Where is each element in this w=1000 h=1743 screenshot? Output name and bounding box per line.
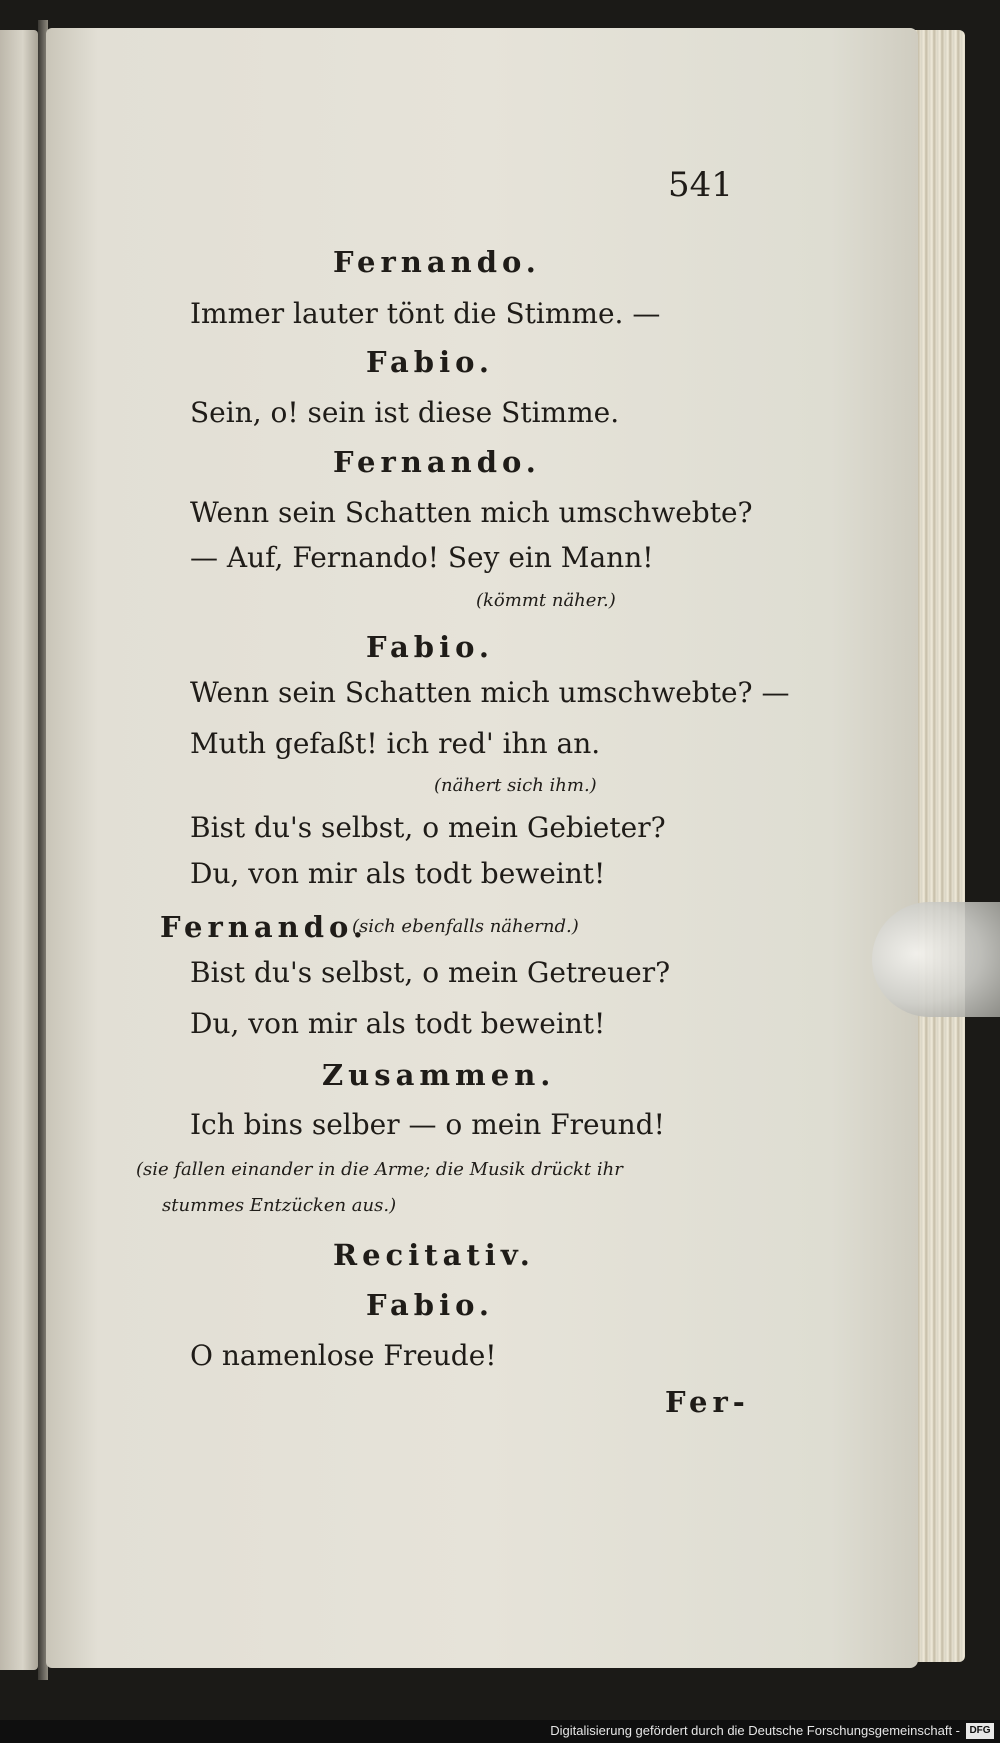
stage-direction: (kömmt näher.): [476, 590, 616, 611]
verse-line: O namenlose Freude!: [190, 1339, 497, 1372]
stage-direction: (nähert sich ihm.): [434, 775, 597, 796]
stage-direction: (sich ebenfalls nähernd.): [352, 916, 579, 937]
dfg-logo: DFG: [966, 1723, 994, 1739]
speaker-label: Fabio.: [366, 630, 495, 664]
page-number: 541: [668, 165, 733, 205]
speaker-label: Fernando.: [333, 445, 541, 479]
speaker-label: Fabio.: [366, 345, 495, 379]
verse-line: Ich bins selber — o mein Freund!: [190, 1108, 665, 1141]
verse-line: Bist du's selbst, o mein Getreuer?: [190, 956, 671, 989]
catchword: Fer-: [665, 1385, 750, 1419]
verse-line: Wenn sein Schatten mich umschwebte? —: [190, 676, 790, 709]
stage-direction: (sie fallen einander in die Arme; die Musik drückt ihr: [136, 1159, 623, 1180]
speaker-label: Zusammen.: [322, 1058, 556, 1092]
verse-line: Bist du's selbst, o mein Gebieter?: [190, 811, 666, 844]
verse-line: Du, von mir als todt beweint!: [190, 1007, 606, 1040]
section-heading: Recitativ.: [333, 1238, 535, 1272]
footer-credit: Digitalisierung gefördert durch die Deutsche Forschungsgemeinschaft -: [550, 1723, 960, 1738]
verse-line: Wenn sein Schatten mich umschwebte?: [190, 496, 753, 529]
speaker-label: Fernando.: [160, 910, 368, 944]
verse-line: — Auf, Fernando! Sey ein Mann!: [190, 541, 654, 574]
footer-bar: [0, 1720, 1000, 1743]
speaker-label: Fabio.: [366, 1288, 495, 1322]
verse-line: Du, von mir als todt beweint!: [190, 857, 606, 890]
speaker-label: Fernando.: [333, 245, 541, 279]
verse-line: Immer lauter tönt die Stimme. —: [190, 297, 661, 330]
verse-line: Muth gefaßt! ich red' ihn an.: [190, 727, 601, 760]
verse-line: Sein, o! sein ist diese Stimme.: [190, 396, 620, 429]
stage-direction: stummes Entzücken aus.): [162, 1195, 397, 1216]
